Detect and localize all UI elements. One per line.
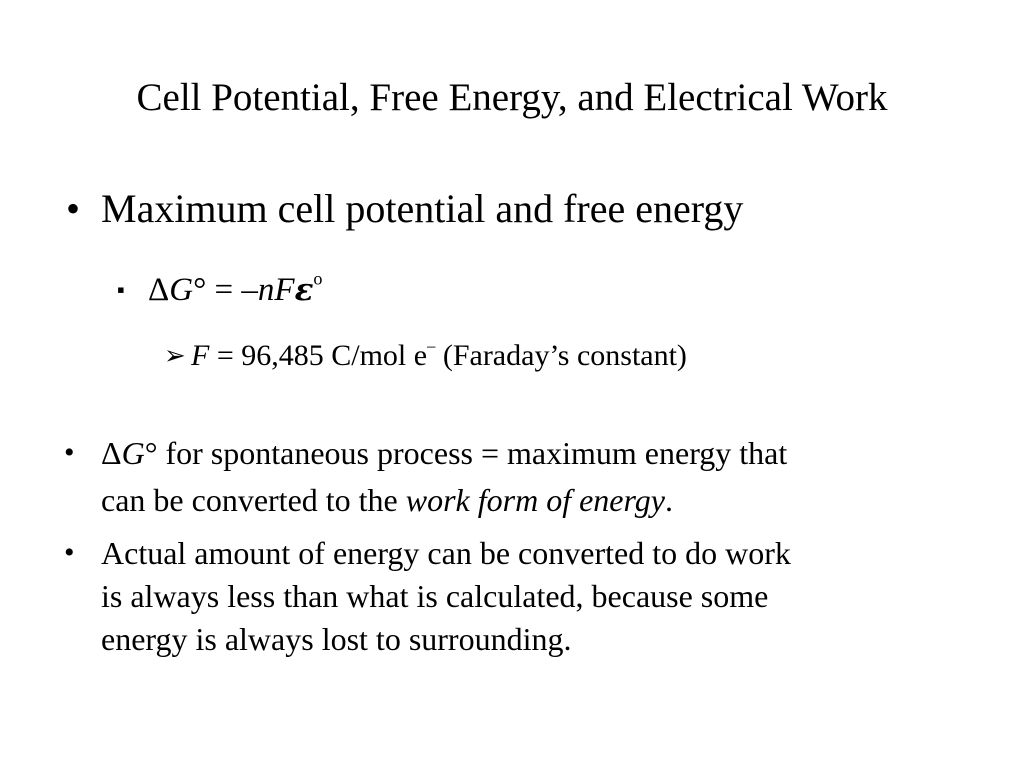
delta-symbol: Δ xyxy=(148,272,170,308)
bullet-3-line-3: energy is always lost to surrounding. xyxy=(101,621,572,657)
free-energy-equation xyxy=(148,267,323,313)
bullet-main-text: Maximum cell potential and free energy xyxy=(101,186,744,231)
square-bullet-marker: ▪ xyxy=(117,277,125,302)
g-variable: G xyxy=(121,435,145,471)
standard-superscript: o xyxy=(313,268,323,289)
period: . xyxy=(664,482,673,518)
equation-middle: ° = – xyxy=(193,272,258,308)
faraday-value: = 96,485 C/mol e xyxy=(209,339,428,372)
faraday-label: (Faraday’s constant) xyxy=(435,339,687,372)
bullet-3-line-2: is always less than what is calculated, because some xyxy=(101,578,769,614)
bullet-marker: • xyxy=(66,186,81,231)
delta-symbol: Δ xyxy=(101,435,122,471)
epsilon-symbol: ε xyxy=(294,272,314,308)
work-form-emphasis: work form of energy xyxy=(405,482,665,518)
f-variable: F xyxy=(191,339,210,372)
faraday-constant-line xyxy=(191,334,687,378)
bullet-3-line-1: Actual amount of energy can be converted to do work xyxy=(101,535,791,571)
bullet-marker: • xyxy=(64,436,75,469)
electron-charge-superscript: – xyxy=(427,335,436,355)
bullet-2-line-1 xyxy=(101,431,787,475)
bullet-2-line-1-text: ° for spontaneous process = maximum energy that xyxy=(144,435,788,471)
nf-variables: nF xyxy=(257,272,295,308)
bullet-2-line-2-text: can be converted to the xyxy=(101,482,406,518)
arrow-bullet-marker: ➢ xyxy=(164,341,186,370)
bullet-marker: • xyxy=(64,536,75,569)
bullet-2-line-2 xyxy=(101,478,673,522)
slide-title: Cell Potential, Free Energy, and Electrical Work xyxy=(136,76,888,119)
g-variable: G xyxy=(169,272,194,308)
